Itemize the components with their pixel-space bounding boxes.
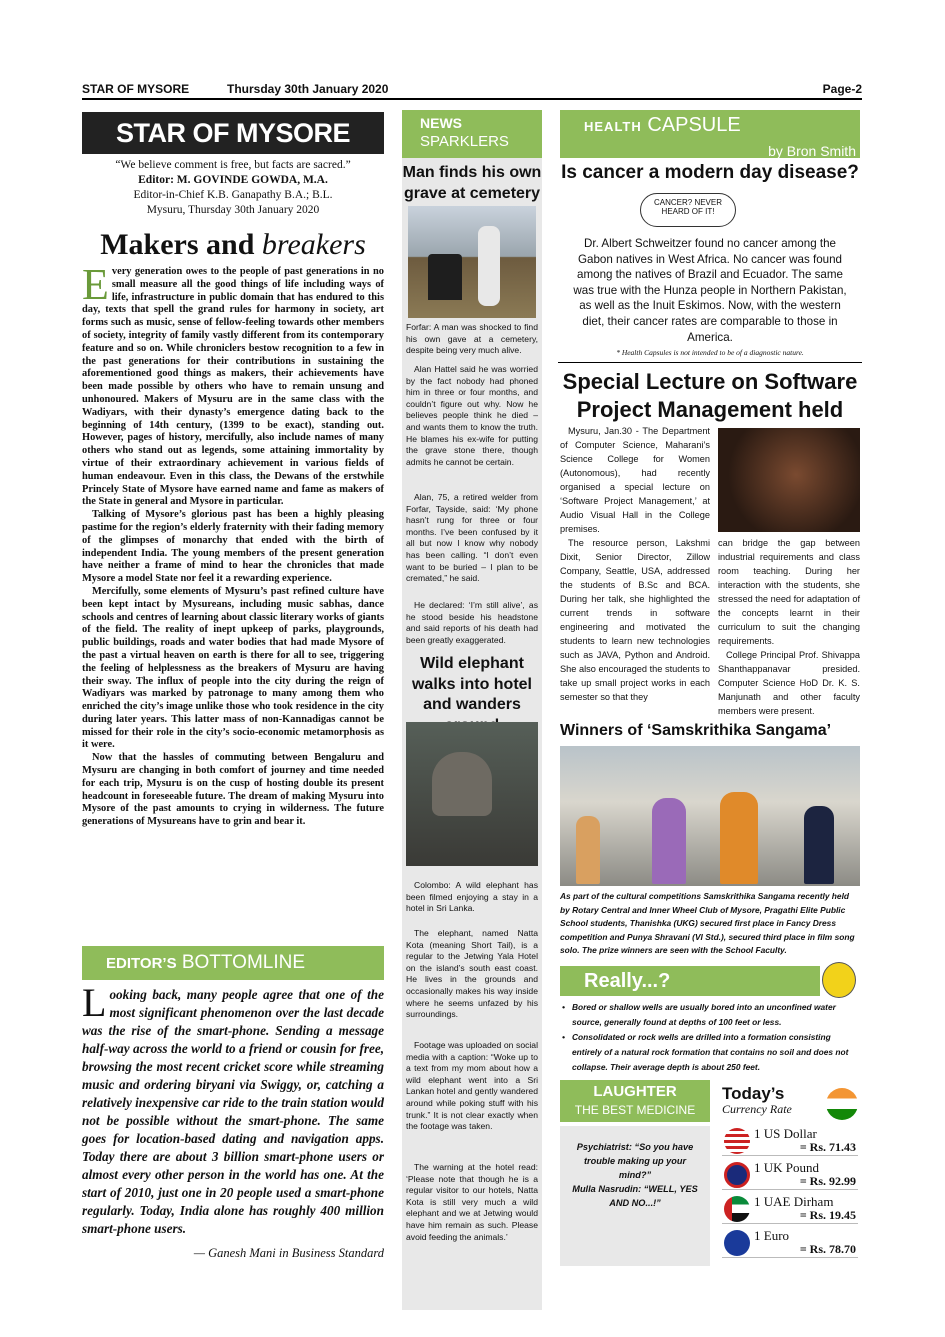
- health-banner-a: HEALTH: [584, 119, 642, 134]
- health-capsule-banner: [560, 110, 860, 158]
- elephant-shape: [432, 752, 492, 816]
- story1-p1: Alan Hattel said he was worried by the fact nobody had phoned him in three or four months, and couldn’t figure out why. Now he believes people think he died – and wants them to know the truth. He blames his ex-wife for putting the grave stone there, though admits he cannot be certain.: [406, 364, 538, 467]
- story2-caption: Colombo: A wild elephant has been filmed enjoying a stay in a hotel in Sri Lanka.: [406, 880, 538, 914]
- currency-row-usd: [722, 1126, 858, 1156]
- editorial-body: [82, 260, 384, 829]
- story1-caption: Forfar: A man was shocked to find his own gave at a cemetery, despite being very much alive.: [406, 322, 538, 356]
- header-date: Thursday 30th January 2020: [227, 82, 389, 96]
- laughter-body: [560, 1126, 710, 1266]
- editorial-title-b: breakers: [261, 228, 366, 261]
- laughter-title: LAUGHTER: [593, 1083, 677, 1100]
- eu-flag-icon: [724, 1230, 750, 1256]
- lecture-p1: Mysuru, Jan.30 - The Department of Computer Science, Maharani’s Science College for Women (Autonomous), had recently organised a special lecture on ‘Software Project Management,’ at Audio Visual Hall in the College premises.: [560, 426, 710, 534]
- bottomline-body: [82, 980, 384, 1238]
- editorial-p4: Now that the hassles of commuting between Bengaluru and Mysuru are changing in both comfort of journey and time needed for each trip, Mysuru is on the cusp of hosting double its present headcount in foreseeable future. The dream of making Mysuru into Mysore of the past amounts to crying in wilderness. The future generations of Mysureans have to grin and bear it.: [82, 752, 384, 828]
- story1-p3: He declared: ‘I’m still alive’, as he stood beside his headstone and said reports of his death had been greatly exaggerated.: [406, 600, 538, 645]
- lecturer-photo: [718, 428, 860, 532]
- motto: “We believe comment is free, but facts are sacred.”: [115, 159, 351, 171]
- headstone-shape: [428, 254, 462, 300]
- editorial-title-a: Makers and: [100, 228, 262, 261]
- winners-title: Winners of ‘Samskrithika Sangama’: [560, 722, 832, 739]
- laughter-line-1: Psychiatrist: “So you have trouble making up your mind?”: [576, 1142, 694, 1180]
- chief-line: Editor-in-Chief K.B. Ganapathy B.A.; B.L.: [133, 189, 333, 201]
- header-page-number: Page-2: [822, 82, 862, 96]
- person-1: [652, 798, 686, 884]
- health-banner-b: CAPSULE: [641, 114, 741, 136]
- health-note: * Health Capsules is not intended to be of a diagnostic nature.: [616, 348, 804, 357]
- currency-row-aed: [722, 1194, 858, 1224]
- news-banner-b: SPARKLERS: [420, 133, 509, 150]
- lecture-p4: College Principal Prof. Shivappa Shanthappanavar presided. Computer Science HoD Dr. K. S. Manjunath and other faculty members were present.: [718, 650, 860, 716]
- header-paper-name: STAR OF MYSORE: [82, 82, 190, 96]
- person-2: [720, 792, 758, 884]
- currency-subtitle: Currency Rate: [722, 1102, 792, 1116]
- story2-headline: Wild elephant walks into hotel and wanders: [411, 655, 532, 713]
- currency-value: = Rs. 19.45: [799, 1208, 856, 1222]
- editorial-p3: Mercifully, some elements of Mysuru’s past refined culture have been kept intact by Mysureans, including music sabhas, dance schools and centres of learning about classic literary works of giants of the field. The reality of inept upkeep of parks, playgrounds, public buildings, roads and water bodies that had made Mysore of the past a virtual heaven on earth is there for all to see, triggering the feeling of helplessness as the breakers of Mysuru are having their sway. The influx of people into the city during the reign of Wadiyars was marked by patronage to many among them who enriched the city’s image unlike those who took residence in the city during later years. This latter mass of non-Kannadigas cannot be missed for their role in the city’s socio-economic metamorphosis as it were.: [82, 585, 384, 751]
- currency-name: 1 US Dollar: [754, 1126, 817, 1141]
- masthead-logo: STAR OF MYSORE: [82, 112, 384, 154]
- story2-p3: The warning at the hotel read: ‘Please note that though he is a regular visitor to our hotels, Natta Kota is still very much a wild elephant and we at Jetwing would have him remain as such. Please avoid feeding the animals.’: [406, 1162, 538, 1242]
- really-item-2: • Consolidated or rock wells are drilled into a formation consisting entirely of a natural rock formation that contains no soil and does not collapse. Their average depth is about 250 feet.: [560, 1030, 860, 1075]
- bottomline-banner-b: BOTTOMLINE: [176, 952, 306, 973]
- currency-name: 1 UK Pound: [754, 1160, 820, 1175]
- masthead-info: [82, 158, 384, 218]
- story1-p2: Alan, 75, a retired welder from Forfar, Tayside, said: ‘My phone hasn’t rung for three or four months. I’ve been confused by it all but now I know why nobody has been calling. “I don’t even want to be buried – I plan to be cremated,” he said.: [406, 492, 538, 584]
- winners-photo: [560, 746, 860, 886]
- bottomline-credit: — Ganesh Mani in Business Standard: [193, 1246, 384, 1260]
- winners-caption: As part of the cultural competitions Samskrithika Sangama recently held by Rotary Central and Inner Wheel Club of Mysore, Pragathi Elite Public School students, Thanishka (UKG) secured first place in Fancy Dress competition and Punya Shravani (VI Std.), secured third place in film song solo. The prize winners are seen with the School Faculty.: [560, 891, 855, 955]
- currency-title: Today’s: [722, 1084, 785, 1103]
- really-item-1: • Bored or shallow wells are usually bored into an unconfined water source, generally found at depths of 100 feet or less.: [560, 1000, 860, 1030]
- really-banner: Really...?: [560, 966, 820, 996]
- bottomline-banner: [82, 946, 384, 980]
- story2-p2: Footage was uploaded on social media with a caption: “Woke up to a text from my mom about how a wild elephant went into a Sri Lankan hotel and gently wandered around while poking stuff with his trunk.” It is not clear exactly when the footage was taken.: [406, 1040, 538, 1132]
- divider: [558, 362, 862, 363]
- news-sparklers-banner: [402, 110, 542, 158]
- person-3: [804, 806, 834, 884]
- india-flag-icon: [826, 1088, 858, 1120]
- currency-name: 1 Euro: [754, 1228, 790, 1243]
- currency-name: 1 UAE Dirham: [754, 1194, 834, 1209]
- editor-line: Editor: M. GOVINDE GOWDA, M.A.: [138, 174, 328, 186]
- lecture-p3: can bridge the gap between industrial requirements and class room teaching. During her interaction with the students, she stressed the need for adaptation of the concepts learnt in their curriculum to suit the changing requirements.: [718, 538, 860, 646]
- cartoon-bubble: CANCER? NEVER HEARD OF IT!: [640, 193, 736, 227]
- grave-photo: [408, 206, 536, 318]
- bulb-icon: [822, 962, 856, 998]
- lecture-p2: The resource person, Lakshmi Dixit, Senior Director, Zillow Company, Seattle, USA, addressed the students of B.Sc and BCA. During her talk, she highlighted the current trends in software engineering and motivated the students to learn new technologies such as JAVA, Python and Android. She also encouraged the students to take up small project works in each semester so that they: [560, 538, 710, 702]
- elephant-photo: [406, 722, 538, 866]
- story2-p1: The elephant, named Natta Kota (meaning Short Tail), is a regular to the Jetwing Yala Hotel on the island’s south east coast. He lives in the grounds and occasionally makes his way inside where he seems unfazed by his surroundings.: [406, 928, 538, 1020]
- health-body: Dr. Albert Schweitzer found no cancer among the Gabon natives in West Africa. No cancer was found among the natives of Brazil and Ecuador. The same was true with the Hunza people in Northern Pakistan, as well as the Inuit Eskimos. Now, with the western diet, their cancer rates are comparable to those in America.: [573, 237, 847, 344]
- news-banner-a: NEWS: [420, 115, 462, 131]
- laughter-sub: THE BEST MEDICINE: [574, 1103, 696, 1117]
- really-list: [560, 1000, 860, 1075]
- uk-flag-icon: [724, 1162, 750, 1188]
- story1-headline: Man finds his own grave at cemetery: [402, 164, 542, 202]
- health-byline: by Bron Smith: [768, 143, 856, 159]
- man-figure: [478, 226, 500, 306]
- currency-row-gbp: [722, 1160, 858, 1190]
- health-title: Is cancer a modern day disease?: [561, 162, 859, 183]
- bottomline-banner-a: EDITOR’S: [106, 955, 177, 972]
- currency-row-eur: [722, 1228, 858, 1258]
- uae-flag-icon: [724, 1196, 750, 1222]
- person-4: [576, 816, 600, 884]
- currency-value: = Rs. 92.99: [799, 1174, 856, 1188]
- us-flag-icon: [724, 1128, 750, 1154]
- laughter-banner: [560, 1080, 710, 1122]
- editorial-p1: very generation owes to the people of past generations in no small measure all the good things of life including ways of life, infrastructure in public domain that has endured to this day, texts that spell the grand rules for harmony in society, art forms such as music, sense of fellow-feeling towards other members of society, integrity of family vastly different from its contemporary feature and so on. While chroniclers bestow recognition to a few in the past generations for their contributions in sustaining the aforementioned good things as makers, their achievements have been made possible by others who have to remain unsung and unhonoured. Makers of Mysuru are in the same class with the Wadiyars, with their dynasty’s emergence dating back to the beginning of 14th century, (1399 to be exact), standing out. However, pages of history, mercifully, also include names of many others who stand out as legends, some attaining immortality by virtue of their extraordinary achievement in various fields of human endeavour. Even in this class, the Dewans of the erstwhile Princely State of Mysore have earned name and fame as makers of the State in general and Mysore in particular.: [82, 266, 384, 508]
- dateline: Mysuru, Thursday 30th January 2020: [146, 204, 320, 216]
- editorial-title: [82, 228, 384, 262]
- currency-value: = Rs. 78.70: [799, 1242, 856, 1256]
- editorial-dropcap: E: [82, 260, 109, 309]
- bottomline-text: ooking back, many people agree that one of the most significant phenomenon over the last decade was the rise of the smart-phone. Sending a message half-way across the world to a friend or cousin for free, browsing the most recent cricket score while streaming music and ordering biryani via Swiggy, or, catching a relatively inexpensive car ride to the train station would not be possible without the smart-phone. The same goes for location-based dating and navigation apps. Today there are about 3 billion smart-phone users or almost every other person in the world has one. At the start of 2010, just one in 20 people used a smart-phone regularly. Today, India alone has roughly 400 million smart-phone users.: [82, 987, 384, 1236]
- bottomline-dropcap: L: [82, 980, 107, 1025]
- page-header: [82, 80, 862, 100]
- lecture-title: Special Lecture on Software Project Management held: [562, 369, 858, 422]
- laughter-line-2: Mulla Nasrudin: “WELL, YES AND NO...!”: [572, 1184, 698, 1208]
- editorial-p2: Talking of Mysore’s glorious past has been a highly pleasing pastime for the region’s elderly fraternity with their fading memory of the glimpses of monarchy that ended with the birth of independent India. The young members of the present generation have neither a frame of mind to hear the chronicles that made Mysore a model State nor feel it a rewarding experience.: [82, 509, 384, 585]
- currency-value: = Rs. 71.43: [799, 1140, 856, 1154]
